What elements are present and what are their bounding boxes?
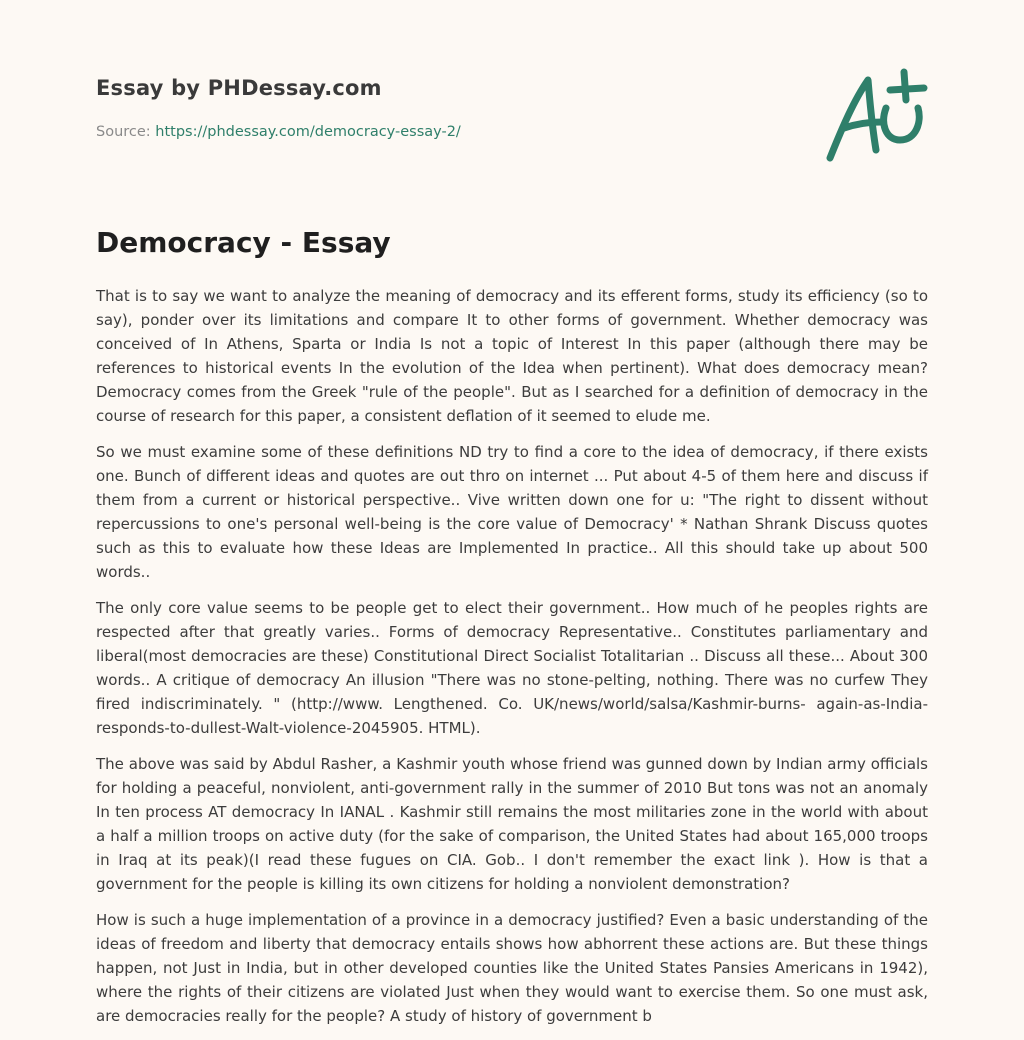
source-label: Source: [96,124,151,140]
essay-paragraph: So we must examine some of these definitions ND try to find a core to the idea of democracy, if there exists one. Bunch of different ideas and quotes are out thro on internet ... Put about 4-5 of them here and discuss if them from a current or historical perspective.. Vive written down one for u: "The right to dissent without repercussions to one's personal well-being is the core value of Democracy' * Nathan Shrank Discuss quotes such as this to evaluate how these Ideas are Implemented In practice.. All this should take up about 500 words.. [96,443,928,581]
a-plus-logo-icon [820,66,930,166]
essay-paragraph: How is such a huge implementation of a province in a democracy justified? Even a basic understanding of the ideas of freedom and liberty that democracy entails shows how abhorrent these actions are. But these things happen, not Just in India, but in other developed counties like the United States Pansies Americans in 1942), where the rights of their citizens are violated Just when they would want to exercise them. So one must ask, are democracies really for the people? A study of history of government b [96,911,928,1025]
essay-paragraph: The only core value seems to be people get to elect their government.. How much of he peoples rights are respected after that greatly varies.. Forms of democracy Representative.. Constitutes parliamentary and liberal(most democracies are these) Constitutional Direct Socialist Totalitarian .. Discuss all these... About 300 words.. A critique of democracy An illusion "There was no stone-pelting, nothing. There was no curfew They fired indiscriminately. " (http://www. Lengthened. Co. UK/news/world/salsa/Kashmir-burns- again-as-India-responds-to-dullest-Walt-violence-2045905. HTML). [96,599,928,737]
essay-body [96,284,928,1040]
essay-paragraph: The above was said by Abdul Rasher, a Kashmir youth whose friend was gunned down by Indian army officials for holding a peaceful, nonviolent, anti-government rally in the summer of 2010 But tons was not an anomaly In ten process AT democracy In IANAL . Kashmir still remains the most militaries zone in the world with about a half a million troops on active duty (for the sake of comparison, the United States had about 165,000 troops in Iraq at its peak)(I read these fugues on CIA. Gob.. I don't remember the exact link ). How is that a government for the people is killing its own citizens for holding a nonviolent demonstration? [96,755,928,893]
site-title: Essay by PHDessay.com [96,76,382,100]
essay-title: Democracy - Essay [96,226,391,259]
source-line [96,124,461,140]
source-link[interactable]: https://phdessay.com/democracy-essay-2/ [155,124,461,140]
essay-paragraph: That is to say we want to analyze the meaning of democracy and its efferent forms, study its efficiency (so to say), ponder over its limitations and compare It to other forms of government. Whether democracy was conceived of In Athens, Sparta or India Is not a topic of Interest In this paper (although there may be references to historical events In the evolution of the Idea when pertinent). What does democracy mean? Democracy comes from the Greek "rule of the people". But as I searched for a definition of democracy in the course of research for this paper, a consistent deflation of it seemed to elude me. [96,287,928,425]
